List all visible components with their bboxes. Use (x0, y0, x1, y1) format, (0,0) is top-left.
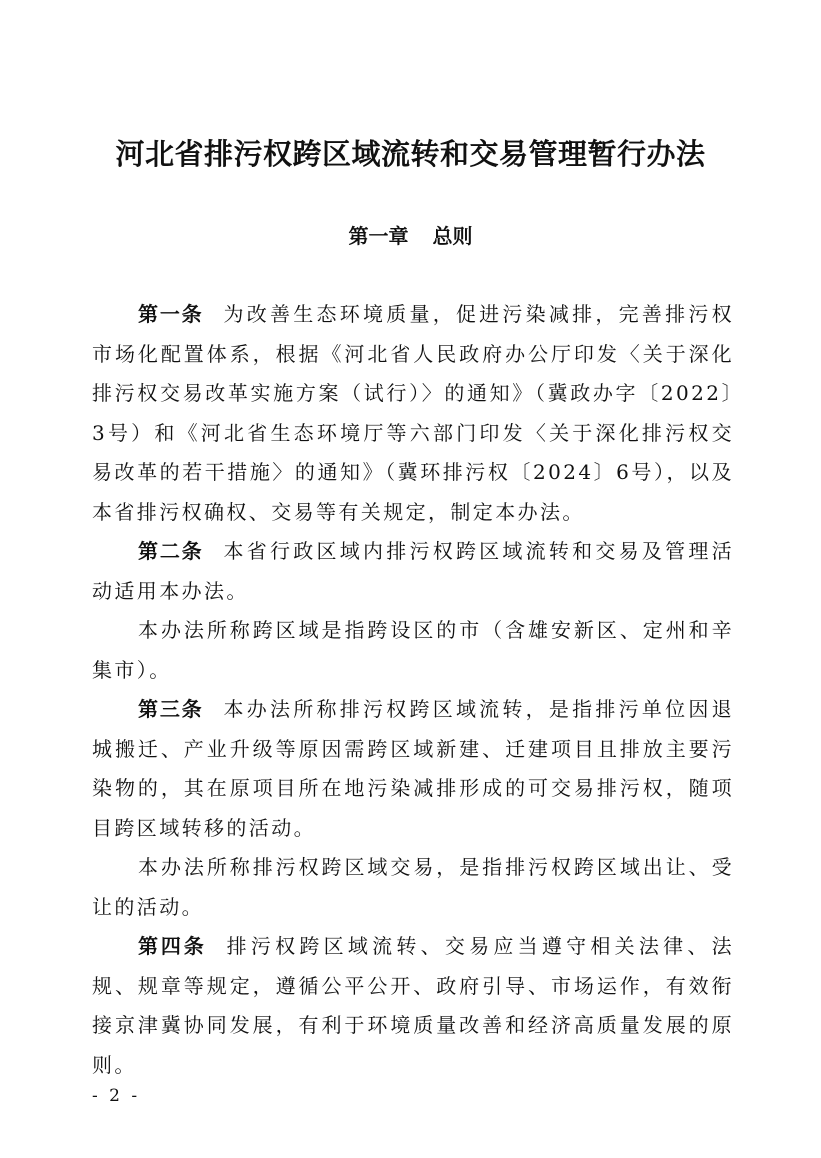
article-paragraph-1 (92, 295, 734, 532)
page-number: - 2 - (92, 1086, 141, 1106)
clause-paragraph-2b (92, 611, 734, 690)
article-paragraph-2 (92, 532, 734, 611)
article-number: 第一条 (138, 302, 204, 326)
article-text: 为改善生态环境质量，促进污染减排，完善排污权市场化配置体系，根据《河北省人民政府办公厅印发〈关于深化排污权交易改革实施方案（试行）〉的通知》（冀政办字〔2022〕3号）和《河北省生态环境厅等六部门印发〈关于深化排污权交易改革的若干措施〉的通知》（冀环排污权〔2024〕6号），以及本省排污权确权、交易等有关规定，制定本办法。 (92, 302, 734, 524)
article-text: 本办法所称排污权跨区域流转，是指排污单位因退城搬迁、产业升级等原因需跨区域新建、迁建项目且排放主要污染物的，其在原项目所在地污染减排形成的可交易排污权，随项目跨区域转移的活动。 (92, 697, 734, 840)
article-number: 第四条 (138, 934, 207, 958)
article-paragraph-4 (92, 927, 734, 1085)
clause-text: 本办法所称跨区域是指跨设区的市（含雄安新区、定州和辛集市）。 (92, 618, 734, 682)
chapter-name: 总则 (432, 224, 473, 248)
document-title: 河北省排污权跨区域流转和交易管理暂行办法 (115, 137, 706, 171)
article-number: 第三条 (138, 697, 204, 721)
clause-text: 本办法所称排污权跨区域交易，是指排污权跨区域出让、受让的活动。 (92, 855, 734, 919)
chapter-number: 第一章 (348, 224, 409, 248)
document-body (92, 295, 734, 1085)
article-paragraph-3 (92, 690, 734, 848)
article-number: 第二条 (138, 539, 204, 563)
article-text: 排污权跨区域流转、交易应当遵守相关法律、法规、规章等规定，遵循公平公开、政府引导、市场运作，有效衔接京津冀协同发展，有利于环境质量改善和经济高质量发展的原则。 (92, 934, 735, 1077)
clause-paragraph-3b (92, 848, 734, 927)
article-text: 本省行政区域内排污权跨区域流转和交易及管理活动适用本办法。 (92, 539, 734, 603)
chapter-heading (0, 219, 821, 253)
